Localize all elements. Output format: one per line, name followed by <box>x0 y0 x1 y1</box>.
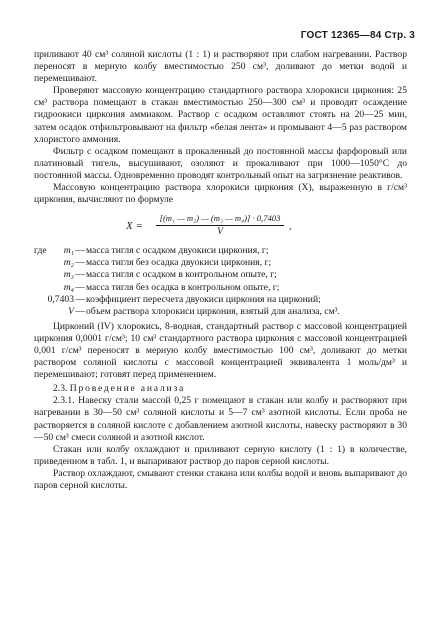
section-number: 2.3. <box>53 383 68 395</box>
paragraph: приливают 40 см³ соляной кислоты (1 : 1) и растворяют при слабом нагревании. Раствор переносят в мерную колбу вместимостью 250 см³, доливают до метки водой и перемешивают. <box>34 49 407 85</box>
definition-symbol: V <box>68 305 74 317</box>
definition-dash: — <box>75 269 85 281</box>
definition-symbol: 0,7403 <box>47 293 74 305</box>
paragraph: Фильтр с осадком помещают в прокаленный до постоянной массы фарфоровый или платиновый тигель, высушивают, озоляют и прокаливают при 1000—1050°С до постоянной массы. Одновременно проводят контрольный опыт на загрязнение реактивов. <box>34 145 407 181</box>
definition-item <box>34 245 407 257</box>
definition-dash: — <box>75 257 85 269</box>
definition-text: масса тигля с осадком в контрольном опыте, г; <box>86 269 277 281</box>
definition-dash: — <box>75 293 85 305</box>
formula-denominator: V <box>217 226 223 238</box>
definitions-intro: где <box>34 245 47 257</box>
definition-item <box>34 294 407 306</box>
formula-fraction <box>156 212 284 238</box>
definition-symbol: m₃ <box>63 269 74 281</box>
page-content <box>34 49 407 492</box>
definition-text: масса тигля с осадком двуокиси циркония, г; <box>86 245 269 257</box>
definition-symbol: m₂ <box>63 257 74 269</box>
definition-item <box>34 257 407 269</box>
paragraph: Массовую концентрацию раствора хлорокиси циркония (X), выраженную в г/см³ циркония, вычисляют по формуле <box>34 182 407 206</box>
definition-text: масса тигля без осадка двуокиси циркония, г; <box>86 257 272 269</box>
paragraph: Цирконий (IV) хлорокись, 8-водная, стандартный раствор с массовой концентрацией циркония 0,0001 г/см³; 10 см³ стандартного раствора циркония с массовой концентрацией 0,001 г/см³ переносят в мерную колбу вместимостью 100 см³, доливают до метки раствором соляной кислоты с массовой концентрацией эквивалента 1 моль/дм³ и перемешивают; готовят перед применением. <box>34 320 407 381</box>
formula-lhs: X = <box>126 220 143 233</box>
definition-text: масса тигля без осадка в контрольном опыте, г; <box>86 281 280 293</box>
definition-dash: — <box>75 245 85 257</box>
paragraph: Проверяют массовую концентрацию стандартного раствора хлорокиси циркония: 25 см³ раствора помещают в стакан вместимостью 250—300 см³ и проводят осаждение гидроокиси циркония аммиаком. Раствор с осадком оставляют стоять на 20—25 мин, затем осадок отфильтровывают на фильтр «белая лента» и промывают 4—5 раз раствором хлористого аммония. <box>34 85 407 145</box>
definition-dash: — <box>75 305 85 317</box>
section-heading <box>53 383 407 395</box>
definitions-list <box>34 245 407 318</box>
paragraph: Раствор охлаждают, смывают стенки стакана или колбы водой и вновь выпаривают до паров серной кислоты. <box>34 467 407 491</box>
definition-symbol: m₁ <box>63 245 74 257</box>
paragraph: Стакан или колбу охлаждают и приливают серную кислоту (1 : 1) в количестве, приведенном в табл. 1, и выпаривают раствор до паров серной кислоты. <box>34 443 407 467</box>
section-title: Проведение анализа <box>69 383 186 395</box>
definition-item <box>34 282 407 294</box>
definition-text: коэффициент пересчета двуокиси циркония на цирконий; <box>86 293 321 305</box>
formula-tail: , <box>289 221 292 233</box>
definition-symbol: m₄ <box>63 281 74 293</box>
definition-item <box>34 269 407 281</box>
definition-text: объем раствора хлорокиси циркония, взятый для анализа, см³. <box>86 305 340 317</box>
definition-item <box>34 306 407 318</box>
formula <box>34 212 407 240</box>
paragraph: 2.3.1. Навеску стали массой 0,25 г помещают в стакан или колбу и растворяют при нагревании в 30—50 см³ соляной кислоты и 5—7 см³ азотной кислоты. Если проба не растворяется в соляной кислоте с добавлением азотной кислоты, навеску растворяют в 30—50 см³ смеси соляной и азотной кислот. <box>34 395 407 443</box>
formula-numerator: [(m₁ — m₂) — (m₃ — m₄)] · 0,7403 <box>156 212 284 226</box>
definition-dash: — <box>75 281 85 293</box>
page-header: ГОСТ 12365—84 Стр. 3 <box>300 30 415 41</box>
